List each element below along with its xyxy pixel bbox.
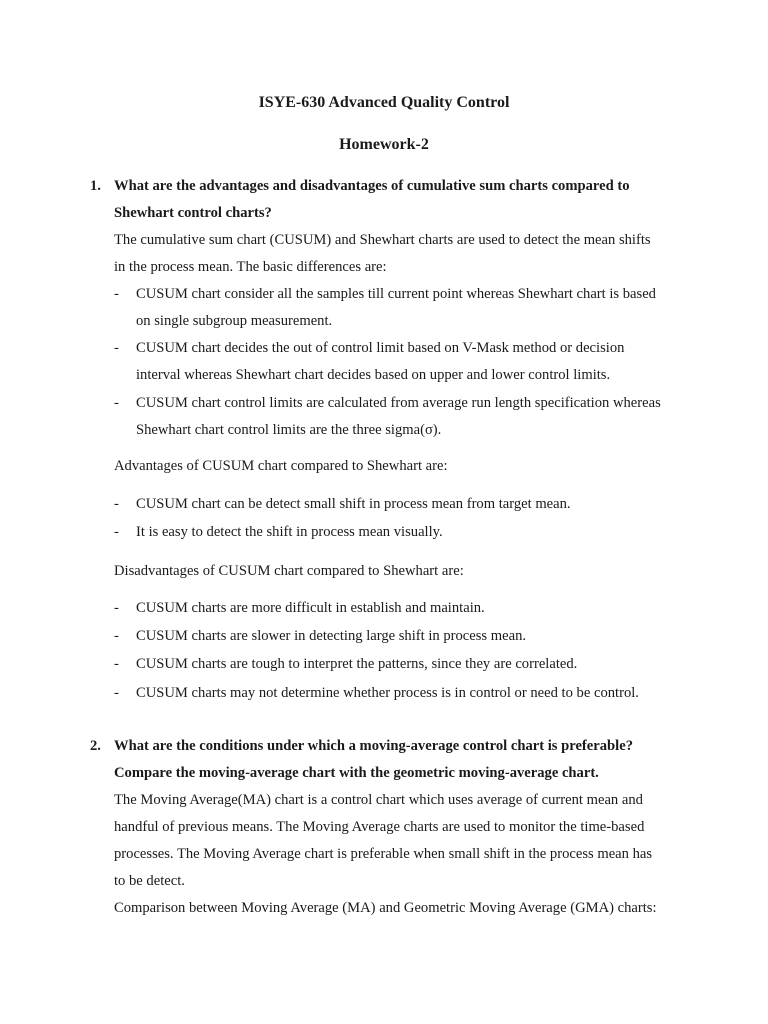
q2-body-line-2: handful of previous means. The Moving Average charts are used to monitor the time-based xyxy=(114,819,645,835)
course-title: ISYE-630 Advanced Quality Control xyxy=(258,94,510,111)
difference-item-3-line-1: CUSUM chart control limits are calculated from average run length specification whereas xyxy=(136,395,661,411)
bullet-dash: - xyxy=(114,286,119,302)
q2-body-line-3: processes. The Moving Average chart is preferable when small shift in the process mean has xyxy=(114,846,653,862)
bullet-dash: - xyxy=(114,600,119,616)
bullet-dash: - xyxy=(114,340,119,356)
question-1-text-line-1: What are the advantages and disadvantages of cumulative sum charts compared to xyxy=(114,178,630,194)
difference-item-3-line-2: Shewhart chart control limits are the three sigma(σ). xyxy=(136,422,442,438)
q1-intro-line-1: The cumulative sum chart (CUSUM) and Shewhart charts are used to detect the mean shifts xyxy=(114,232,651,248)
disadvantage-item-3: CUSUM charts are tough to interpret the patterns, since they are correlated. xyxy=(136,656,578,672)
disadvantages-heading: Disadvantages of CUSUM chart compared to Shewhart are: xyxy=(114,563,464,579)
bullet-dash: - xyxy=(114,628,119,644)
advantages-heading: Advantages of CUSUM chart compared to Shewhart are: xyxy=(114,458,448,474)
disadvantage-item-2: CUSUM charts are slower in detecting large shift in process mean. xyxy=(136,628,527,644)
difference-item-2-line-1: CUSUM chart decides the out of control limit based on V-Mask method or decision xyxy=(136,340,625,356)
bullet-dash: - xyxy=(114,496,119,512)
advantage-item-2: It is easy to detect the shift in process mean visually. xyxy=(136,524,443,540)
bullet-dash: - xyxy=(114,656,119,672)
q2-body-line-1: The Moving Average(MA) chart is a control chart which uses average of current mean and xyxy=(114,792,643,808)
q2-body-line-5: Comparison between Moving Average (MA) and Geometric Moving Average (GMA) charts: xyxy=(114,900,657,916)
q1-intro-line-2: in the process mean. The basic differences are: xyxy=(114,259,387,275)
question-1-text-line-2: Shewhart control charts? xyxy=(114,205,272,221)
disadvantage-item-4: CUSUM charts may not determine whether process is in control or need to be control. xyxy=(136,685,639,701)
assignment-title: Homework-2 xyxy=(339,136,429,153)
difference-item-2-line-2: interval whereas Shewhart chart decides based on upper and lower control limits. xyxy=(136,367,611,383)
question-2-text-line-1: What are the conditions under which a moving-average control chart is preferable? xyxy=(114,738,633,754)
difference-item-1-line-1: CUSUM chart consider all the samples till current point whereas Shewhart chart is based xyxy=(136,286,656,302)
difference-item-1-line-2: on single subgroup measurement. xyxy=(136,313,333,329)
question-2-text-line-2: Compare the moving-average chart with the geometric moving-average chart. xyxy=(114,765,599,781)
bullet-dash: - xyxy=(114,685,119,701)
bullet-dash: - xyxy=(114,524,119,540)
disadvantage-item-1: CUSUM charts are more difficult in establish and maintain. xyxy=(136,600,485,616)
question-1-number: 1. xyxy=(90,178,101,194)
q2-body-line-4: to be detect. xyxy=(114,873,185,889)
question-2-number: 2. xyxy=(90,738,101,754)
bullet-dash: - xyxy=(114,395,119,411)
advantage-item-1: CUSUM chart can be detect small shift in process mean from target mean. xyxy=(136,496,571,512)
